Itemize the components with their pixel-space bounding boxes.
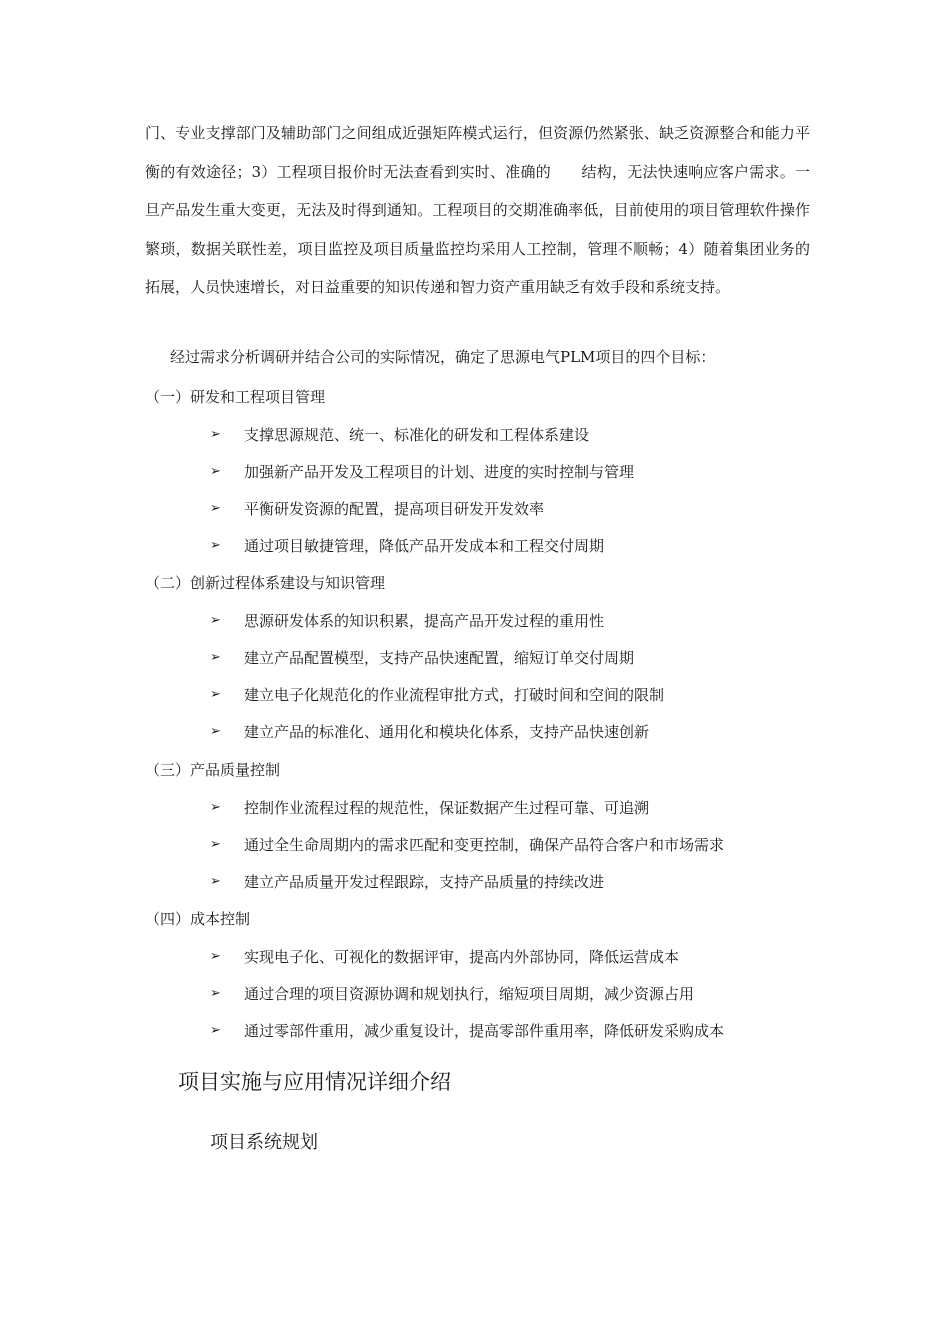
- list-item-text: 通过合理的项目资源协调和规划执行，缩短项目周期，减少资源占用: [244, 985, 695, 1003]
- arrow-bullet-icon: ➢: [210, 986, 221, 1001]
- section-title: （一）研发和工程项目管理: [145, 388, 326, 406]
- arrow-bullet-icon: ➢: [210, 538, 221, 553]
- list-item: [210, 871, 604, 892]
- list-item-text: 实现电子化、可视化的数据评审，提高内外部协同，降低运营成本: [244, 948, 680, 966]
- list-item: [210, 797, 649, 818]
- list-item: [210, 535, 604, 556]
- arrow-bullet-icon: ➢: [210, 650, 221, 665]
- arrow-bullet-icon: ➢: [210, 837, 221, 852]
- arrow-bullet-icon: ➢: [210, 464, 221, 479]
- list-item: [210, 983, 694, 1004]
- list-item: [210, 647, 634, 668]
- intro-sentence: 经过需求分析调研并结合公司的实际情况，确定了思源电气PLM项目的四个目标：: [170, 348, 716, 366]
- list-item: [210, 1020, 724, 1041]
- list-item: [210, 498, 544, 519]
- list-item-text: 平衡研发资源的配置，提高项目研发开发效率: [244, 500, 545, 518]
- section-title: （四）成本控制: [145, 910, 251, 928]
- list-item: [210, 684, 664, 705]
- arrow-bullet-icon: ➢: [210, 1023, 221, 1038]
- list-item-text: 通过零部件重用，减少重复设计，提高零部件重用率，降低研发采购成本: [244, 1022, 725, 1040]
- list-item-text: 通过全生命周期内的需求匹配和变更控制，确保产品符合客户和市场需求: [244, 836, 725, 854]
- body-paragraph: 门、专业支撑部门及辅助部门之间组成近强矩阵模式运行，但资源仍然紧张、缺乏资源整合和能力平衡的有效途径；3）工程项目报价时无法查看到实时、准确的 结构，无法快速响应客户需求。一旦产品发生重大变更，无法及时得到通知。工程项目的交期准确率低，目前使用的项目管理软件操作繁琐，数据关联性差，项目监控及项目质量监控均采用人工控制，管理不顺畅；4）随着集团业务的拓展，人员快速增长，对日益重要的知识传递和智力资产重用缺乏有效手段和系统支持。: [145, 124, 810, 296]
- heading-system-planning: 项目系统规划: [210, 1132, 318, 1153]
- list-item: [210, 610, 604, 631]
- arrow-bullet-icon: ➢: [210, 613, 221, 628]
- list-item-text: 控制作业流程过程的规范性，保证数据产生过程可靠、可追溯: [244, 799, 650, 817]
- list-item-text: 加强新产品开发及工程项目的计划、进度的实时控制与管理: [244, 463, 635, 481]
- list-item-text: 建立产品配置模型，支持产品快速配置，缩短订单交付周期: [244, 649, 635, 667]
- section-title: （二）创新过程体系建设与知识管理: [145, 574, 386, 592]
- heading-implementation: 项目实施与应用情况详细介绍: [178, 1070, 451, 1094]
- section-title: （三）产品质量控制: [145, 761, 281, 779]
- list-item: [210, 721, 649, 742]
- list-item-text: 支撑思源规范、统一、标准化的研发和工程体系建设: [244, 426, 590, 444]
- list-item-text: 思源研发体系的知识积累，提高产品开发过程的重用性: [244, 612, 605, 630]
- arrow-bullet-icon: ➢: [210, 687, 221, 702]
- list-item-text: 通过项目敏捷管理，降低产品开发成本和工程交付周期: [244, 537, 605, 555]
- list-item-text: 建立产品的标准化、通用化和模块化体系，支持产品快速创新: [244, 723, 650, 741]
- list-item: [210, 834, 724, 855]
- list-item: [210, 946, 679, 967]
- arrow-bullet-icon: ➢: [210, 800, 221, 815]
- arrow-bullet-icon: ➢: [210, 874, 221, 889]
- arrow-bullet-icon: ➢: [210, 501, 221, 516]
- arrow-bullet-icon: ➢: [210, 427, 221, 442]
- arrow-bullet-icon: ➢: [210, 724, 221, 739]
- list-item-text: 建立产品质量开发过程跟踪，支持产品质量的持续改进: [244, 873, 605, 891]
- arrow-bullet-icon: ➢: [210, 949, 221, 964]
- list-item: [210, 461, 634, 482]
- list-item: [210, 424, 589, 445]
- list-item-text: 建立电子化规范化的作业流程审批方式，打破时间和空间的限制: [244, 686, 665, 704]
